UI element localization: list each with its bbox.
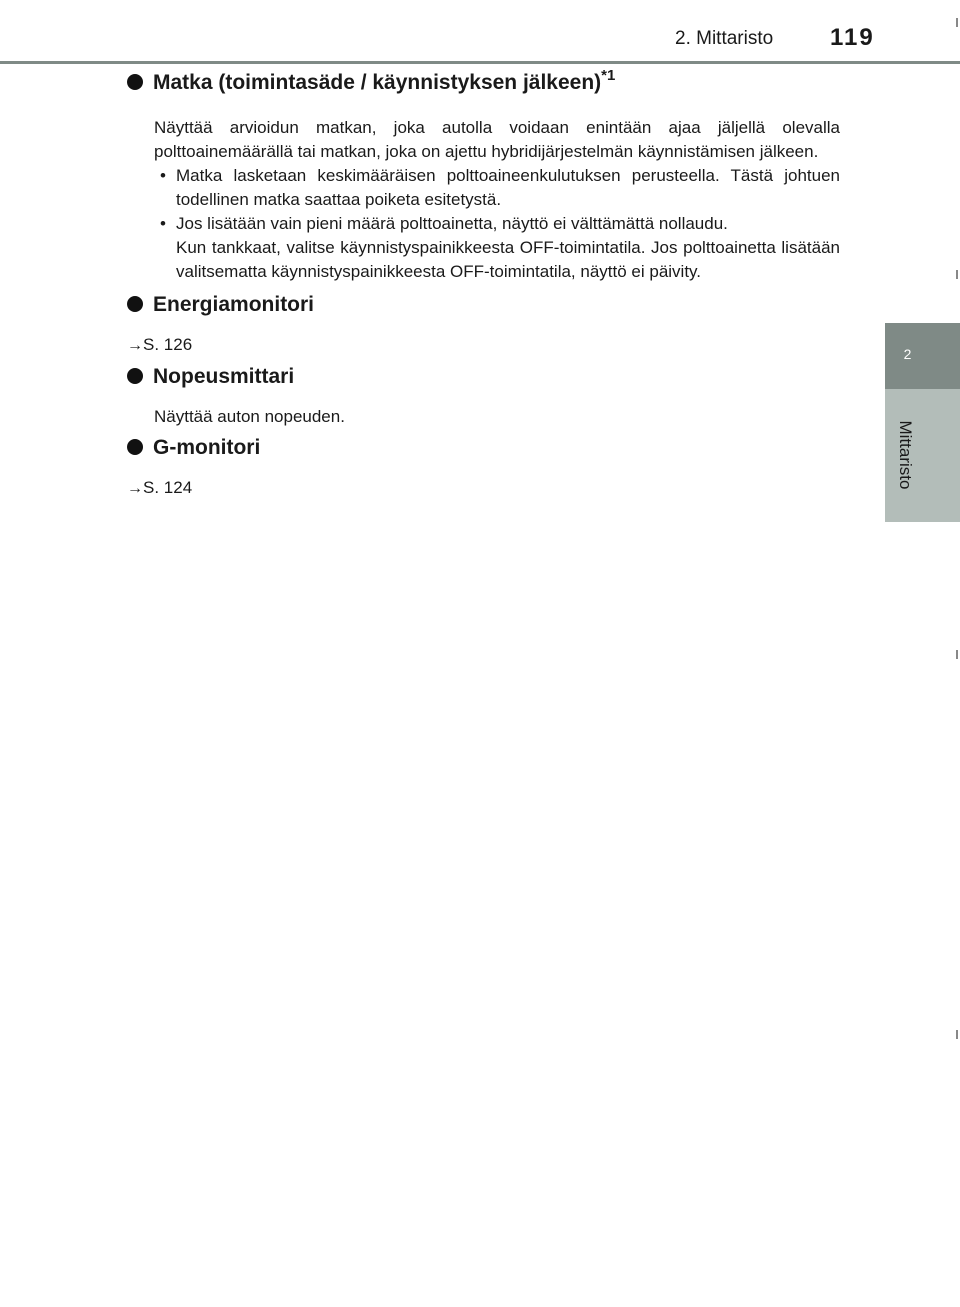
crop-mark (956, 650, 958, 659)
section-heading (127, 431, 840, 465)
crop-mark (956, 1030, 958, 1039)
page-number: 119 (830, 24, 875, 51)
crop-mark (956, 270, 958, 279)
arrow-right-icon: → (127, 480, 143, 497)
arrow-right-icon: → (127, 337, 143, 354)
section-energiamonitori (127, 288, 840, 358)
section-nopeusmittari (127, 360, 840, 429)
chapter-tab-label: Mittaristo (896, 420, 915, 490)
section-heading (127, 288, 840, 322)
list-item-text: Jos lisätään vain pieni määrä polttoainetta, näyttö ei välttämättä nollaudu. (176, 214, 728, 233)
section-title: Energiamonitori (153, 293, 315, 316)
crop-mark (956, 18, 958, 27)
section-paragraph: Näyttää arvioidun matkan, joka autolla voidaan enintään ajaa jäljellä olevalla polttoainemäärällä tai matkan, joka on ajettu hybridijärjestelmän käynnistämisen jälkeen. (154, 118, 840, 161)
page-reference[interactable] (127, 333, 840, 358)
page-reference-text: S. 124 (143, 478, 193, 497)
header-rule (0, 61, 960, 64)
section-g-monitori (127, 431, 840, 501)
section-title: Nopeusmittari (153, 365, 295, 388)
page-content (127, 66, 840, 501)
bullet-dot-icon (127, 296, 143, 312)
chapter-tab-number: 2 (903, 346, 912, 362)
list-item-continuation: Kun tankkaat, valitse käynnistyspainikkeesta OFF-toimintatila. Jos polttoainetta lisätään valitsematta käynnistyspainikkeesta OFF-toimintatila, näyttö ei päivity. (176, 238, 840, 281)
section-title: G-monitori (153, 436, 261, 459)
section-title: Matka (toimintasäde / käynnistyksen jälkeen) (153, 71, 602, 94)
section-paragraph: Näyttää auton nopeuden. (154, 407, 345, 426)
section-matka (127, 66, 840, 284)
section-heading (127, 66, 840, 102)
section-heading (127, 360, 840, 394)
page-reference[interactable] (127, 476, 840, 501)
footnote-marker: *1 (601, 67, 616, 84)
bullet-list (154, 164, 840, 284)
list-item (154, 212, 840, 284)
page-reference-text: S. 126 (143, 335, 193, 354)
bullet-dot-icon (127, 439, 143, 455)
list-item-text: Matka lasketaan keskimääräisen polttoaineenkulutuksen perusteella. Tästä johtuen todellinen matka saattaa poiketa esitetystä. (176, 166, 840, 209)
section-body (154, 116, 840, 284)
list-bullet: • (160, 166, 166, 185)
chapter-title: 2. Mittaristo (675, 28, 774, 49)
bullet-dot-icon (127, 368, 143, 384)
list-item (154, 164, 840, 212)
bullet-dot-icon (127, 74, 143, 90)
list-bullet: • (160, 214, 166, 233)
